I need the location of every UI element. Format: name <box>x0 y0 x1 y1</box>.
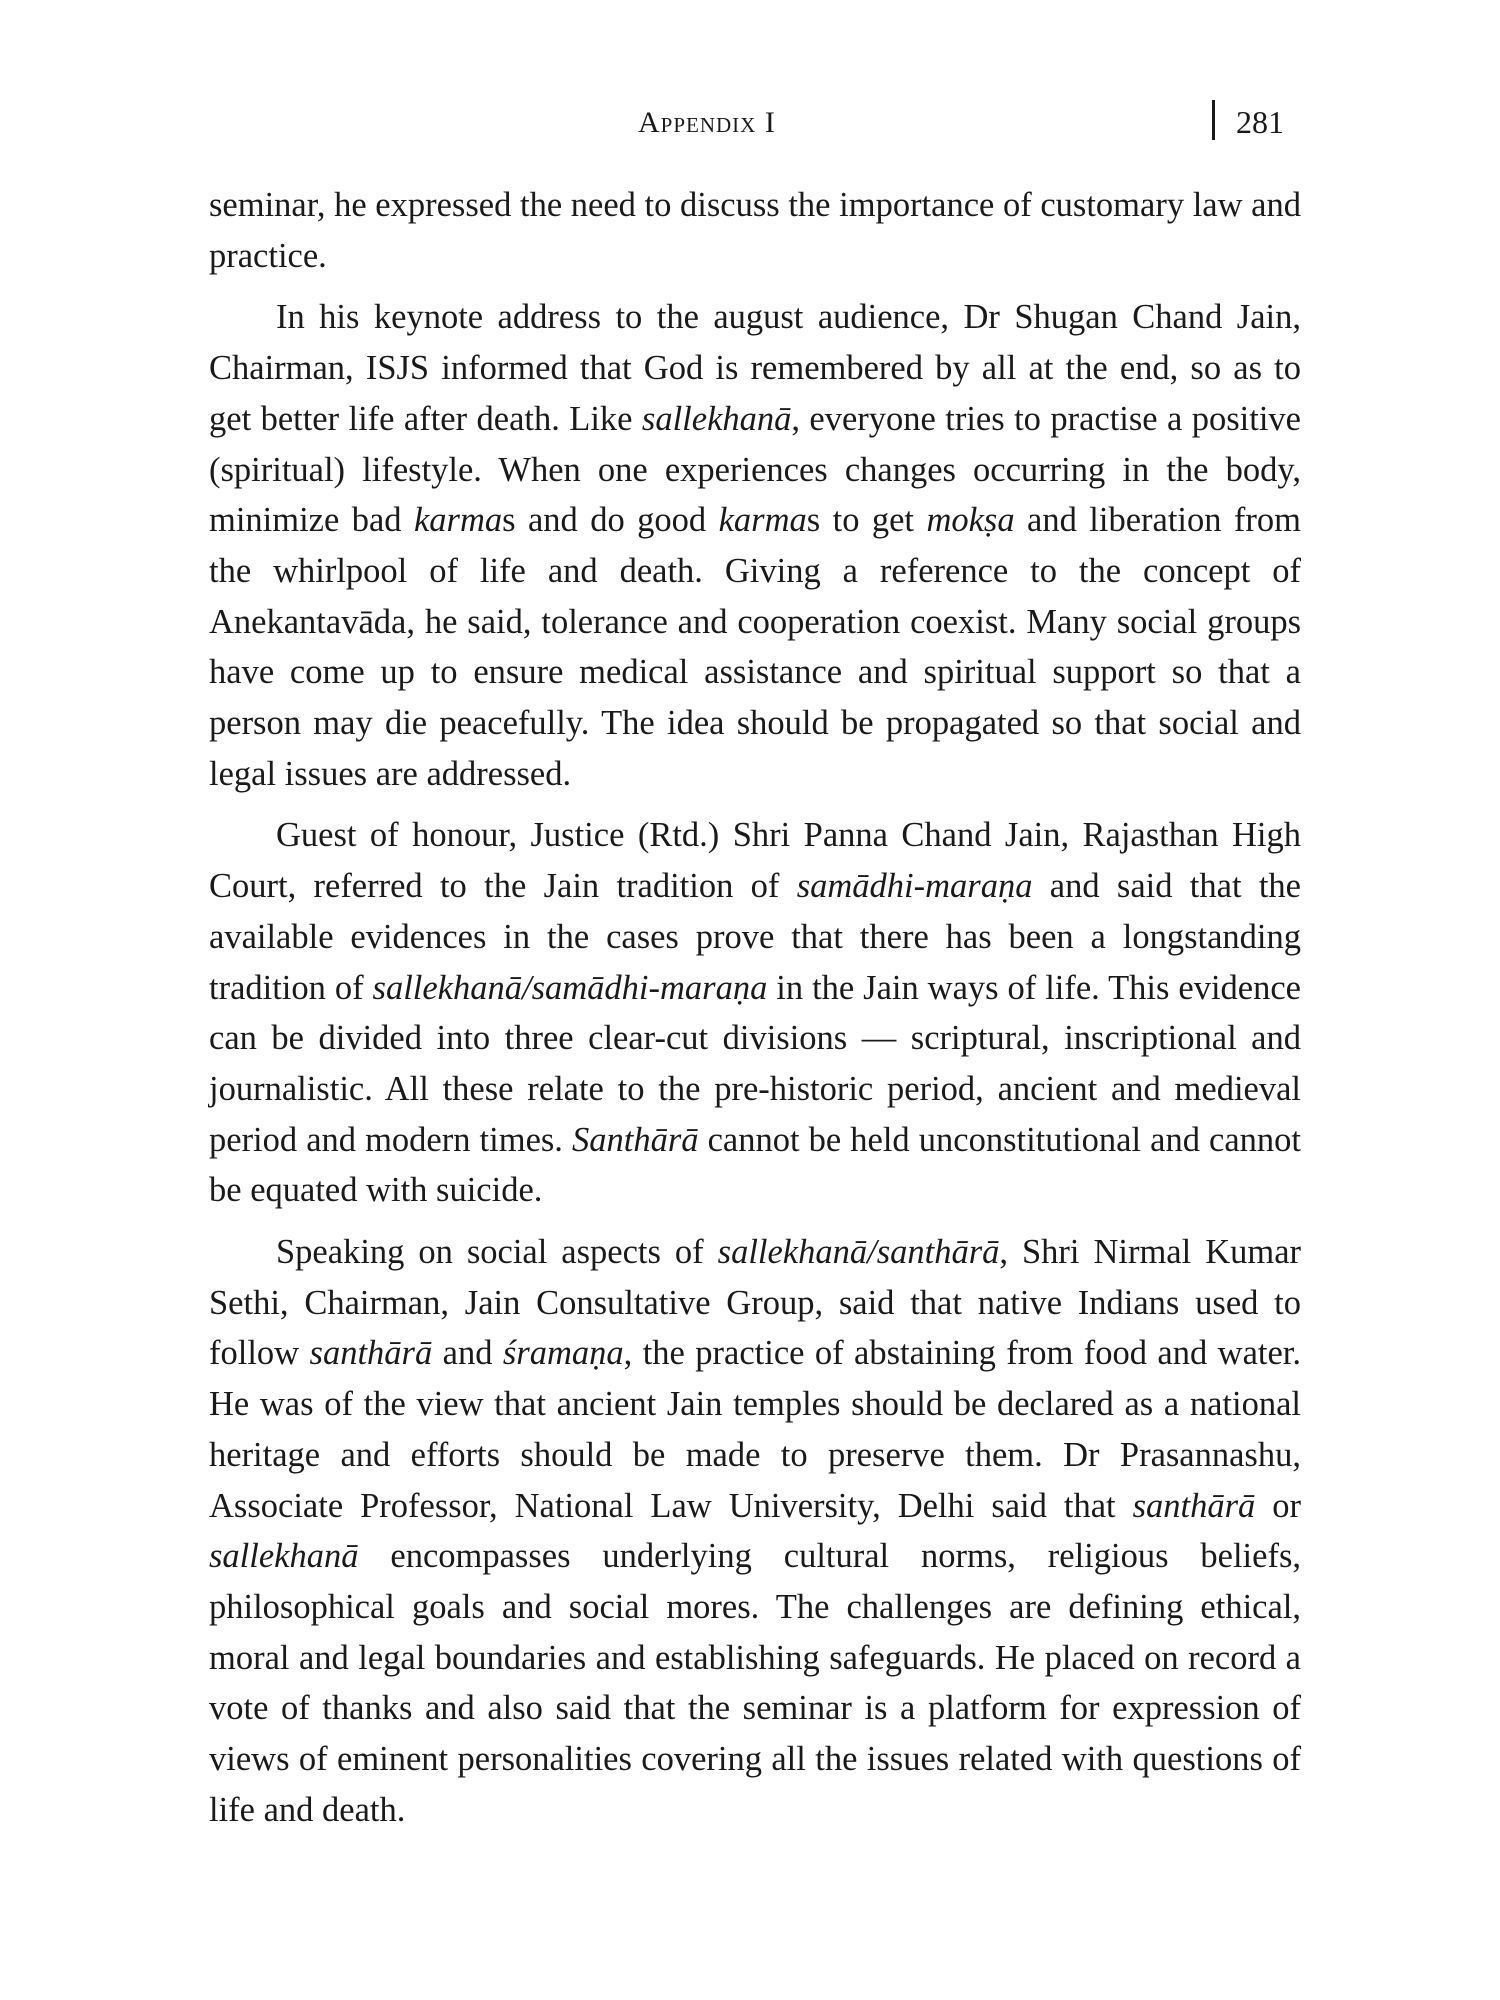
text-run: , Shri Nirmal Kumar Sethi, Chairman, Jain Consultative Group, said that native Indians used to follow <box>209 1233 1301 1373</box>
paragraph-continued <box>209 180 1301 281</box>
italic-term: sallekhanā <box>641 399 792 438</box>
paragraph-social-aspects <box>209 1227 1301 1835</box>
text-run: in the Jain ways of life. This evidence can be divided into three clear-cut divisions — scriptural, inscriptional and journalistic. All these relate to the pre-historic period, ancient and medieval period and modern times. <box>209 968 1301 1159</box>
italic-term: mokṣa <box>926 501 1015 540</box>
header-divider <box>1212 100 1215 140</box>
italic-term: sallekhanā <box>209 1537 359 1576</box>
paragraph-guest-of-honour <box>209 810 1301 1216</box>
italic-term: śramaṇa <box>502 1334 624 1373</box>
italic-term: santhārā <box>309 1334 433 1373</box>
body-text <box>209 180 1301 1847</box>
text-run: s to get <box>806 501 927 540</box>
text-run: s and do good <box>502 501 719 540</box>
running-header <box>0 98 1500 148</box>
italic-term: Santhārā <box>572 1120 699 1159</box>
page-number: 281 <box>1236 104 1284 140</box>
text-run: , everyone tries to practise a positive (spiritual) lifestyle. When one experiences changes occurring in the body, minimize bad <box>209 399 1301 540</box>
text-run: and liberation from the whirlpool of life and death. Giving a reference to the concept of Anekantavāda, he said, tolerance and cooperation coexist. Many social groups have come up to ensure medical assistance and spiritual support so that a person may die peacefully. The idea should be propagated so that social and legal issues are addressed. <box>209 501 1301 793</box>
italic-term: sallekhanā/samādhi-maraṇa <box>372 968 768 1007</box>
text-run: and said that the available evidences in the cases prove that there has been a longstanding tradition of <box>209 867 1301 1007</box>
text-run: encompasses underlying cultural norms, religious beliefs, philosophical goals and social mores. The challenges are defining ethical, moral and legal boundaries and establishing safeguards. He placed on record a vote of thanks and also said that the seminar is a platform for expression of views of eminent personalities covering all the issues related with questions of life and death. <box>209 1537 1301 1829</box>
text-run: In his keynote address to the august audience, Dr Shugan Chand Jain, Chairman, ISJS informed that God is remembered by all at the end, so as to get better life after death. Like <box>209 298 1301 438</box>
text-run: and <box>432 1334 503 1373</box>
running-title: Appendix I <box>638 106 776 139</box>
italic-term: sallekhanā/santhārā <box>717 1233 1000 1272</box>
italic-term: karma <box>413 501 503 540</box>
text-run: Speaking on social aspects of <box>276 1233 718 1272</box>
paragraph-keynote <box>209 292 1301 799</box>
text-run: , the practice of abstaining from food and water. He was of the view that ancient Jain temples should be declared as a national heritage and efforts should be made to preserve them. Dr Prasannashu, Associate Professor, National Law University, Delhi said that <box>209 1334 1301 1525</box>
text-run: or <box>1255 1486 1301 1525</box>
italic-term: samādhi-maraṇa <box>796 867 1033 906</box>
italic-term: karma <box>718 501 807 540</box>
italic-term: santhārā <box>1132 1486 1256 1525</box>
paragraph-text: seminar, he expressed the need to discuss the importance of customary law and practice. <box>209 186 1301 275</box>
text-run: cannot be held unconstitutional and cannot be equated with suicide. <box>209 1120 1301 1210</box>
text-run: Guest of honour, Justice (Rtd.) Shri Panna Chand Jain, Rajasthan High Court, referred to the Jain tradition of <box>209 816 1301 906</box>
